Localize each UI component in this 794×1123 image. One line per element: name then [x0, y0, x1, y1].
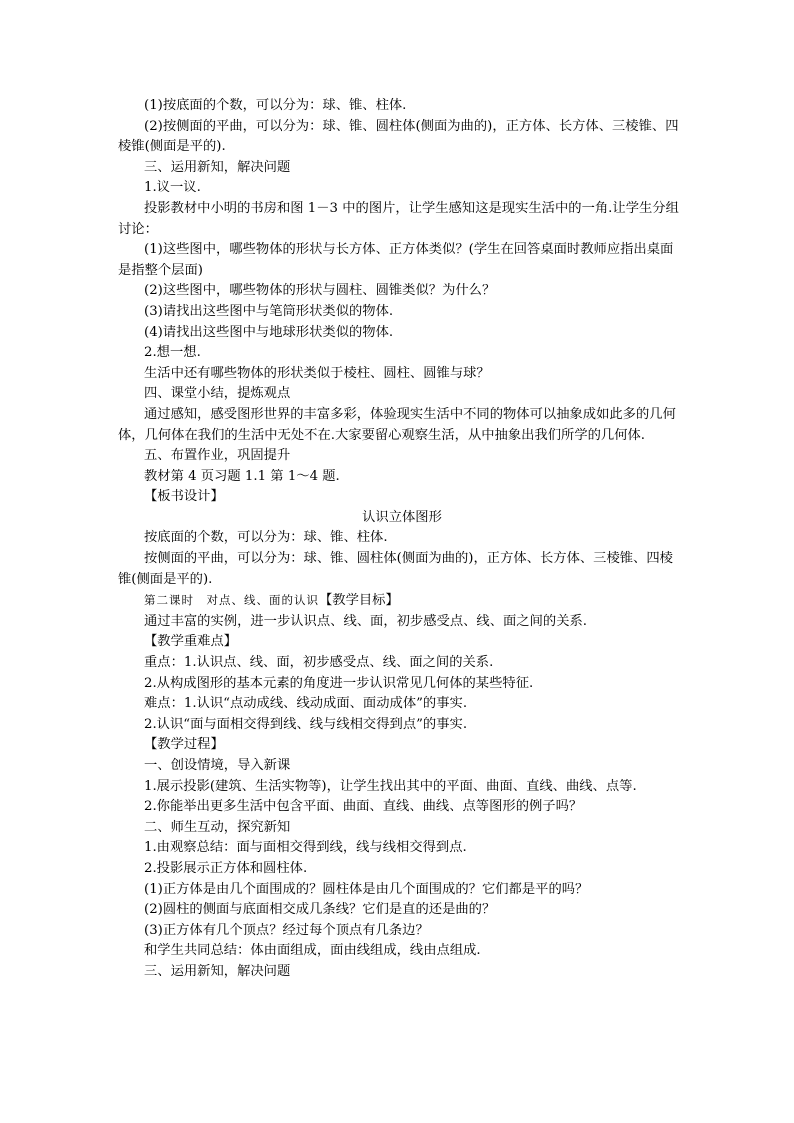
paragraph: 2.投影展示正方体和圆柱体.	[144, 860, 308, 876]
section-heading: 【板书设计】	[144, 489, 224, 505]
paragraph: 教材第 4 页习题 1.1 第 1～4 题.	[144, 468, 340, 484]
paragraph: (3)请找出这些图中与笔筒形状类似的物体.	[144, 303, 394, 319]
paragraph: 通过感知，感受图形世界的丰富多彩，体验现实生活中不同的物体可以抽象成如此多的几何体，几何体在我们的生活中无处不在.大家要留心观察生活，从中抽象出我们所学的几何体.	[118, 406, 676, 443]
paragraph: 2.从构成图形的基本元素的角度进一步认识常见几何体的某些特征.	[144, 675, 534, 691]
paragraph: 和学生共同总结：体由面组成，面由线组成，线由点组成.	[144, 943, 481, 959]
paragraph: 生活中还有哪些物体的形状类似于棱柱、圆柱、圆锥与球？	[144, 365, 490, 381]
paragraph: (1)按底面的个数，可以分为：球、锥、柱体.	[144, 98, 407, 113]
section-heading: 【教学重难点】	[144, 634, 238, 650]
paragraph: (1)正方体是由几个面围成的？圆柱体是由几个面围成的？它们都是平的吗？	[144, 881, 589, 897]
paragraph: 通过丰富的实例，进一步认识点、线、面，初步感受点、线、面之间的关系.	[144, 613, 588, 629]
section-heading: 五、布置作业，巩固提升	[144, 448, 291, 464]
board-title: 认识立体图形	[362, 509, 442, 525]
paragraph: 难点：1.认识“点动成线、线动成面、面动成体”的事实.	[144, 696, 468, 712]
paragraph: 重点：1.认识点、线、面，初步感受点、线、面之间的关系.	[144, 655, 494, 671]
paragraph: (1)这些图中，哪些物体的形状与长方体、正方体类似？(学生在回答桌面时教师应指出桌面是指整个层面)	[118, 242, 674, 278]
section-heading: 二、师生互动，探究新知	[144, 819, 291, 835]
section-heading: 一、创设情境，导入新课	[144, 758, 291, 773]
section-heading: 三、运用新知，解决问题	[144, 159, 291, 175]
paragraph: 按侧面的平曲，可以分为：球、锥、圆柱体(侧面为曲的)，正方体、长方体、三棱锥、四棱锥(侧面是平的).	[118, 551, 673, 587]
paragraph: 1.由观察总结：面与面相交得到线，线与线相交得到点.	[144, 840, 467, 856]
document-page	[118, 96, 686, 983]
lesson-title-text: 第二课时 对点、线、面的认识	[144, 593, 319, 608]
lesson-title	[118, 590, 686, 612]
section-heading: 四、课堂小结，提炼观点	[144, 386, 291, 402]
paragraph: 2.想一想.	[144, 345, 201, 361]
section-heading: 三、运用新知，解决问题	[144, 963, 291, 979]
paragraph: 2.你能举出更多生活中包含平面、曲面、直线、曲线、点等图形的例子吗？	[144, 799, 583, 815]
paragraph: (2)这些图中，哪些物体的形状与圆柱、圆锥类似？为什么？	[144, 283, 496, 299]
paragraph: 2.认识“面与面相交得到线、线与线相交得到点”的事实.	[144, 716, 468, 732]
paragraph: 1.展示投影(建筑、生活实物等)，让学生找出其中的平面、曲面、直线、曲线、点等.	[144, 778, 637, 794]
paragraph: 投影教材中小明的书房和图 1－3 中的图片，让学生感知这是现实生活中的一角.让学生分组讨论：	[118, 200, 679, 237]
section-heading: 【教学过程】	[144, 737, 224, 753]
section-heading: 【教学目标】	[319, 593, 399, 609]
paragraph: 按底面的个数，可以分为：球、锥、柱体.	[144, 530, 388, 546]
paragraph: (2)圆柱的侧面与底面相交成几条线？它们是直的还是曲的？	[144, 902, 496, 918]
paragraph: (4)请找出这些图中与地球形状类似的物体.	[144, 324, 394, 340]
paragraph: (3)正方体有几个顶点？经过每个顶点有几条边？	[144, 922, 429, 938]
paragraph: (2)按侧面的平曲，可以分为：球、锥、圆柱体(侧面为曲的)，正方体、长方体、三棱锥、四棱锥(侧面是平的).	[118, 118, 679, 155]
paragraph: 1.议一议.	[144, 180, 201, 196]
